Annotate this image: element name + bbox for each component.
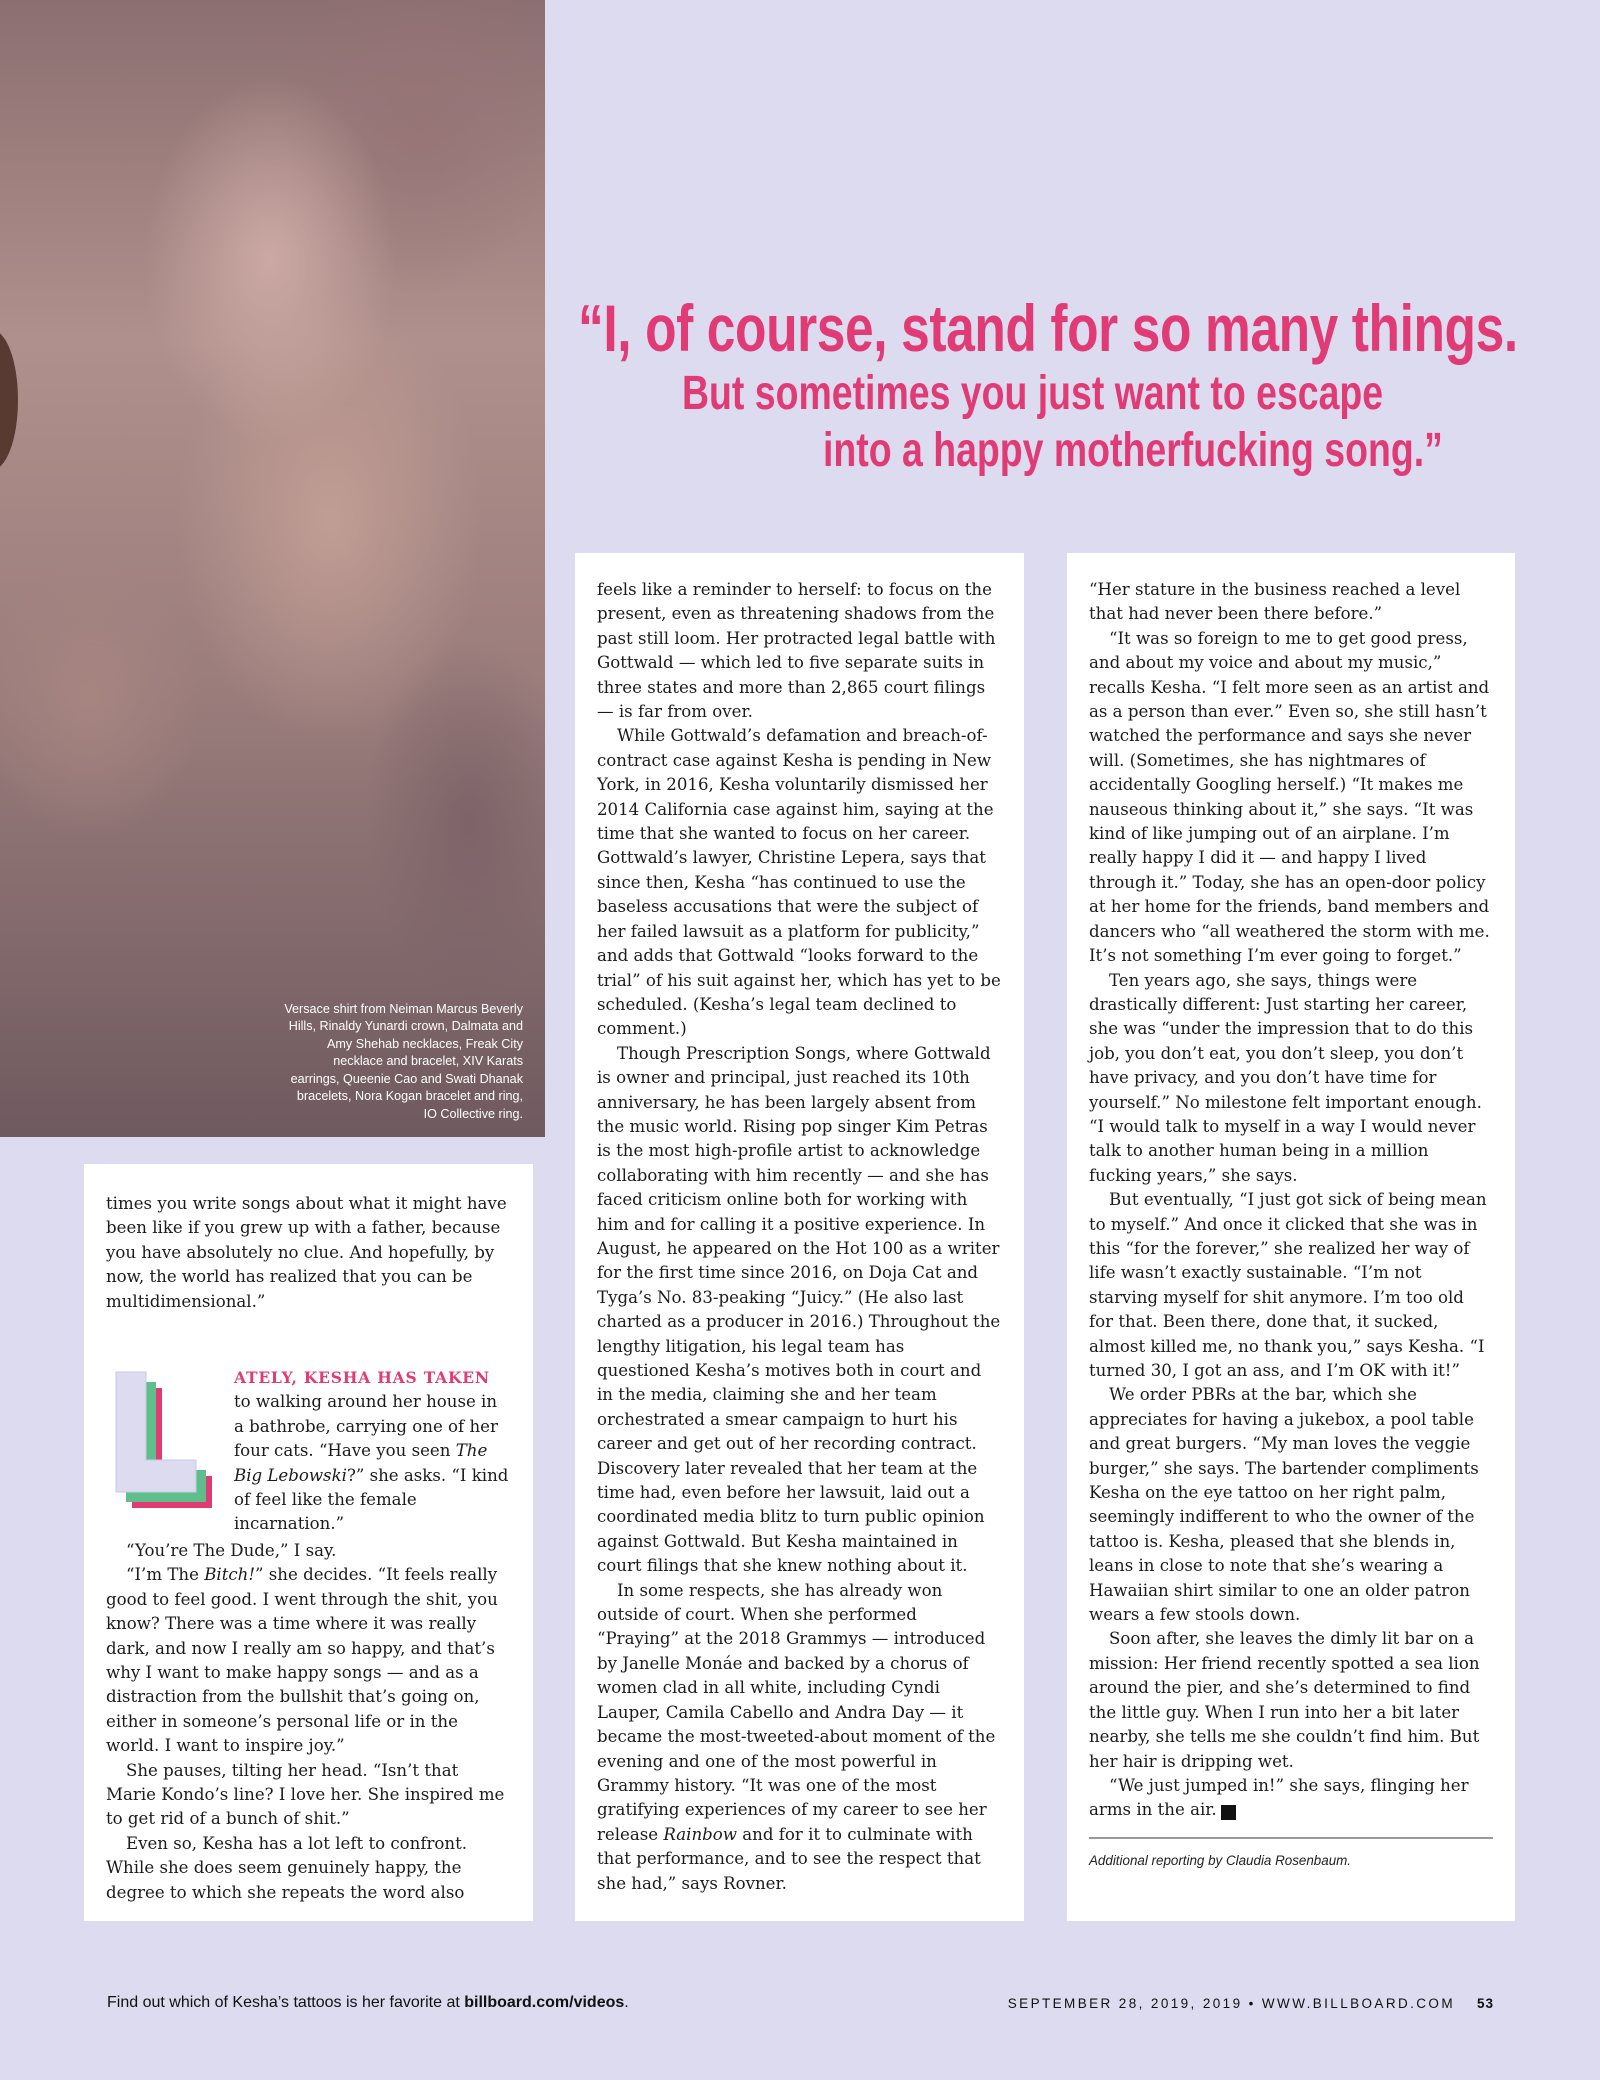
- folio-date-url: SEPTEMBER 28, 2019, 2019 • WWW.BILLBOARD.COM: [1007, 1996, 1455, 2011]
- paragraph: She pauses, tilting her head. “Isn’t that Marie Kondo’s line? I love her. She inspired me to get rid of a bunch of shit.”: [106, 1760, 505, 1829]
- paragraph: In some respects, she has already won outside of court. When she performed “Praying” at the 2018 Grammys — introduced by Janelle Monáe and backed by a chorus of women clad in all white, including Cyndi Lauper, Camila Cabello and Andra Day — it became the most-tweeted-about moment of the evening and one of the most powerful in Grammy history. “It was one of the most gratifying experiences of my career to see her release Rainbow and for it to culminate with that performance, and to see the respect that she had,” says Rovner.: [597, 1580, 996, 1893]
- photo-hair-detail: [0, 330, 18, 470]
- paragraph: Even so, Kesha has a lot left to confront. While she does seem genuinely happy, the degree to which she repeats the word also: [106, 1833, 468, 1902]
- footer-promo: Find out which of Kesha’s tattoos is her favorite at billboard.com/videos.: [107, 1994, 629, 2011]
- article-column-2: [575, 553, 1024, 1921]
- drop-cap-section: [106, 1366, 511, 1537]
- paragraph: “It was so foreign to me to get good press, and about my voice and about my music,” recalls Kesha. “I felt more seen as an artist and as a person than ever.” Even so, she still hasn’t watched the performance and says she never will. (Sometimes, she has nightmares of accidentally Googling herself.) “It makes me nauseous thinking about it,” she says. “It was kind of like jumping out of an airplane. I’m really happy I did it — and happy I lived through it.” Today, she has an open-door policy at her home for the friends, band members and dancers who “all weathered the storm with me. It’s not something I’m ever going to forget.”: [1089, 628, 1490, 966]
- lead-in: ATELY, KESHA HAS TAKEN: [234, 1368, 490, 1388]
- paragraph: While Gottwald’s defamation and breach-of-contract case against Kesha is pending in New York, in 2016, Kesha voluntarily dismissed her 2014 California case against him, saying at the time that she wanted to focus on her career. Gottwald’s lawyer, Christine Lepera, says that since then, Kesha “has continued to use the baseless accusations that were the subject of her failed lawsuit as a platform for publicity,” and adds that Gottwald “looks forward to the trial” of his suit against her, which has yet to be scheduled. (Kesha’s legal team declined to comment.): [597, 726, 1001, 1039]
- paragraph: But eventually, “I just got sick of being mean to myself.” And once it clicked that she was in this “for the forever,” she realized her way of life wasn’t exactly sustainable. “I’m not starving myself for shit anymore. I’m too old for that. Been there, done that, it sucked, almost killed me, no thank you,” says Kesha. “I turned 30, I got an ass, and I’m OK with it!”: [1089, 1190, 1487, 1380]
- drop-cap-l-icon: [106, 1366, 216, 1512]
- article-column-3: [1067, 553, 1515, 1921]
- end-mark-icon: b: [1221, 1805, 1236, 1820]
- paragraph: “You’re The Dude,” I say.: [126, 1540, 337, 1560]
- paragraph: “Her stature in the business reached a level that had never been there before.”: [1089, 580, 1461, 624]
- pull-quote-line-1: “I, of course, stand for so many things.: [578, 291, 1518, 365]
- cover-photo: [0, 0, 545, 1137]
- paragraph: Ten years ago, she says, things were drastically different: Just starting her career, she was “under the impression that to do this job, you don’t eat, you don’t sleep, you don’t have privacy, and you don’t have time for yourself.” No milestone felt important enough. “I would talk to myself in a way I would never talk to another human being in a million fucking years,” she says.: [1089, 970, 1482, 1185]
- footer-folio: [1008, 1996, 1494, 2011]
- paragraph: Soon after, she leaves the dimly lit bar on a mission: Her friend recently spotted a sea lion around the pier, and she’s determined to find the little guy. When I run into her a bit later nearby, she tells me she couldn’t find him. But her hair is dripping wet.: [1089, 1629, 1480, 1771]
- paragraph: We order PBRs at the bar, which she appreciates for having a jukebox, a pool table and great burgers. “My man loves the veggie burger,” she says. The bartender compliments Kesha on the eye tattoo on her right palm, seemingly indifferent to who the owner of the tattoo is. Kesha, pleased that she blends in, leans in close to note that she’s wearing a Hawaiian shirt similar to one an older patron wears a few stools down.: [1089, 1385, 1479, 1625]
- paragraph: “We just jumped in!” she says, flinging her arms in the air. b: [1089, 1775, 1469, 1820]
- lead-paragraph: ATELY, KESHA HAS TAKEN to walking around her house in a bathrobe, carrying one of her four cats. “Have you seen The Big Lebowski?” she asks. “I kind of feel like the female incarnation.”: [234, 1368, 509, 1534]
- pull-quote-line-3: into a happy motherfucking song.”: [823, 424, 1443, 477]
- paragraph: “I’m The Bitch!” she decides. “It feels really good to feel good. I went through the shit, you know? There was a time where it was really dark, and now I really am so happy, and that’s why I want to make happy songs — and as a distraction from the bullshit that’s going on, either in someone’s personal life or in the world. I want to inspire joy.”: [106, 1565, 498, 1756]
- paragraph: Though Prescription Songs, where Gottwald is owner and principal, just reached its 10th anniversary, he has been largely absent from the music world. Rising pop singer Kim Petras is the most high-profile artist to acknowledge collaborating with him recently — and she has faced criticism online both for working with him and for calling it a positive experience. In August, he appeared on the Hot 100 as a writer for the first time since 2016, on Doja Cat and Tyga’s No. 83-peaking “Juicy.” (He also last charted as a producer in 2016.) Throughout the lengthy litigation, his legal team has questioned Kesha’s motives both in court and in the media, claiming she and her team orchestrated a smear campaign to hurt his career and get out of her recording contract. Discovery later revealed that her team at the time had, even before her lawsuit, laid out a coordinated media blitz to turn public opinion against Gottwald. But Kesha maintained in court filings that she knew nothing about it.: [597, 1043, 1001, 1576]
- article-column-1: [84, 1164, 533, 1921]
- paragraph: times you write songs about what it might have been like if you grew up with a father, because you have absolutely no clue. And hopefully, by now, the world has realized that you can be multidimensional.”: [106, 1194, 507, 1311]
- page-number: 53: [1476, 1996, 1494, 2011]
- pull-quote-line-2: But sometimes you just want to escape: [682, 367, 1384, 420]
- reporting-credit: Additional reporting by Claudia Rosenbaum.: [1089, 1837, 1493, 1868]
- paragraph: feels like a reminder to herself: to focus on the present, even as threatening shadows from the past still loom. Her protracted legal battle with Gottwald — which led to five separate suits in three states and more than 2,865 court filings — is far from over.: [597, 580, 996, 722]
- photo-caption: Versace shirt from Neiman Marcus Beverly Hills, Rinaldy Yunardi crown, Dalmata and Amy Shehab necklaces, Freak City necklace and bracelet, XIV Karats earrings, Queenie Cao and Swati Dhanak bracelets, Nora Kogan bracelet and ring, IO Collective ring.: [284, 1001, 523, 1121]
- promo-link[interactable]: billboard.com/videos: [464, 1994, 625, 2011]
